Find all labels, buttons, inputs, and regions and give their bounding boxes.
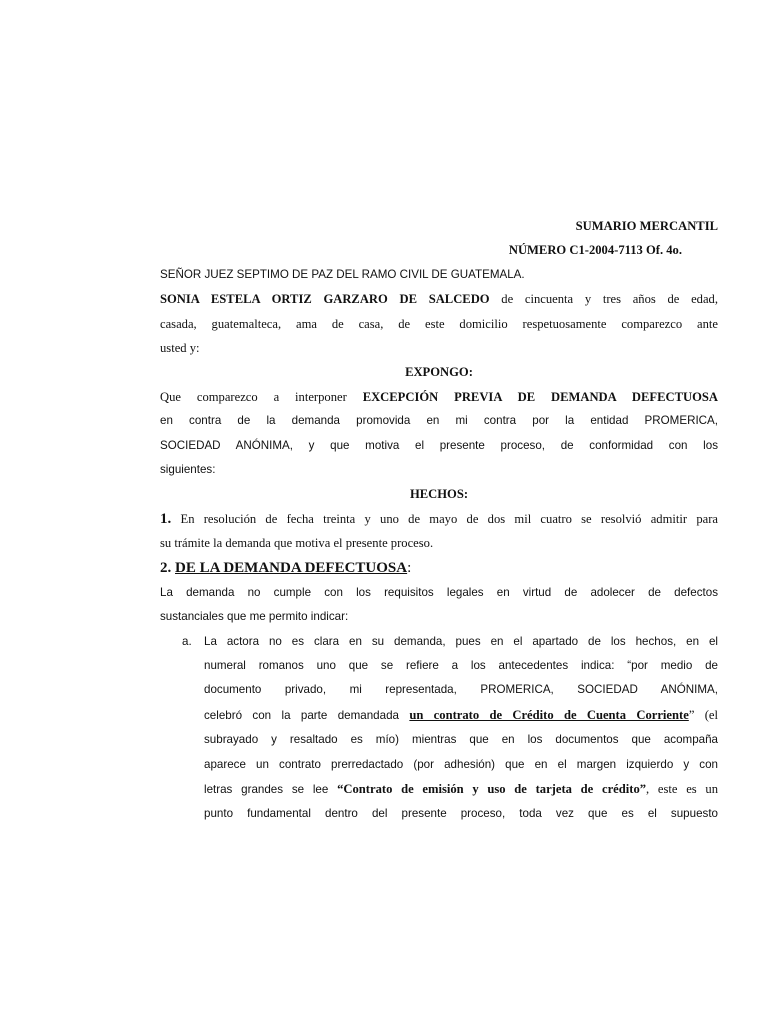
- sub-a-line-7: letras grandes se lee “Contrato de emisión y uso de tarjeta de crédito”, este es un: [204, 781, 718, 796]
- contract-title-quoted: “Contrato de emisión y uso de tarjeta de crédito”: [337, 781, 647, 796]
- hecho-2-line-2: sustanciales que me permito indicar:: [160, 610, 349, 624]
- appearing-party-name: SONIA ESTELA ORTIZ GARZARO DE SALCEDO: [160, 292, 490, 307]
- expongo-line-3: SOCIEDAD ANÓNIMA, y que motiva el presente proceso, de conformidad con los: [160, 438, 718, 452]
- hecho-2-title-line: 2. DE LA DEMANDA DEFECTUOSA:: [160, 559, 412, 576]
- list-marker-a: a.: [182, 634, 192, 648]
- sub-a-line-8: punto fundamental dentro del presente proceso, toda vez que es el supuesto: [204, 807, 718, 821]
- expongo-heading: EXPONGO:: [405, 365, 473, 380]
- sub-a-line-6: aparece un contrato prerredactado (por adhesión) que en el margen izquierdo y con: [204, 757, 718, 771]
- intro-line-3: usted y:: [160, 341, 200, 356]
- sub-a-line-5: subrayado y resaltado es mío) mientras que en los documentos que acompaña: [204, 733, 718, 747]
- hecho-2-title: DE LA DEMANDA DEFECTUOSA: [175, 559, 408, 576]
- expongo-line-4: siguientes:: [160, 463, 216, 477]
- intro-line-2: casada, guatemalteca, ama de casa, de este domicilio respetuosamente comparezco ante: [160, 316, 718, 331]
- list-item-a-body: [204, 630, 718, 827]
- contract-name-underlined: un contrato de Crédito de Cuenta Corriente: [409, 707, 689, 722]
- sub-a-line-2: numeral romanos uno que se refiere a los antecedentes indica: “por medio de: [204, 658, 718, 672]
- hecho-1-number: 1.: [160, 510, 172, 527]
- document-body: [160, 214, 718, 827]
- hechos-heading: HECHOS:: [409, 487, 469, 502]
- hecho-2-number: 2.: [160, 559, 175, 576]
- case-number: NÚMERO C1-2004-7113 Of. 4o.: [508, 243, 682, 258]
- addressee: SEÑOR JUEZ SEPTIMO DE PAZ DEL RAMO CIVIL DE GUATEMALA.: [160, 267, 525, 281]
- intro-line-1: SONIA ESTELA ORTIZ GARZARO DE SALCEDO de cincuenta y tres años de edad,: [160, 292, 718, 307]
- hecho-2-line-1: La demanda no cumple con los requisitos legales en virtud de adolecer de defectos: [160, 585, 718, 599]
- exception-title: EXCEPCIÓN PREVIA DE DEMANDA DEFECTUOSA: [362, 389, 718, 404]
- list-item-a: [160, 630, 718, 827]
- hecho-1-line-1: 1. En resolución de fecha treinta y uno de mayo de dos mil cuatro se resolvió admitir para: [160, 510, 718, 527]
- sub-a-line-4: celebró con la parte demandada un contrato de Crédito de Cuenta Corriente” (el: [204, 707, 718, 722]
- expongo-line-2: en contra de la demanda promovida en mi contra por la entidad PROMERICA,: [160, 414, 718, 428]
- expongo-line-1: Que comparezco a interponer EXCEPCIÓN PREVIA DE DEMANDA DEFECTUOSA: [160, 389, 718, 404]
- case-type: SUMARIO MERCANTIL: [575, 219, 718, 233]
- sub-a-line-1: La actora no es clara en su demanda, pues en el apartado de los hechos, en el: [204, 634, 718, 648]
- sub-a-line-3: documento privado, mi representada, PROMERICA, SOCIEDAD ANÓNIMA,: [204, 683, 718, 697]
- hecho-1-line-2: su trámite la demanda que motiva el presente proceso.: [160, 536, 434, 551]
